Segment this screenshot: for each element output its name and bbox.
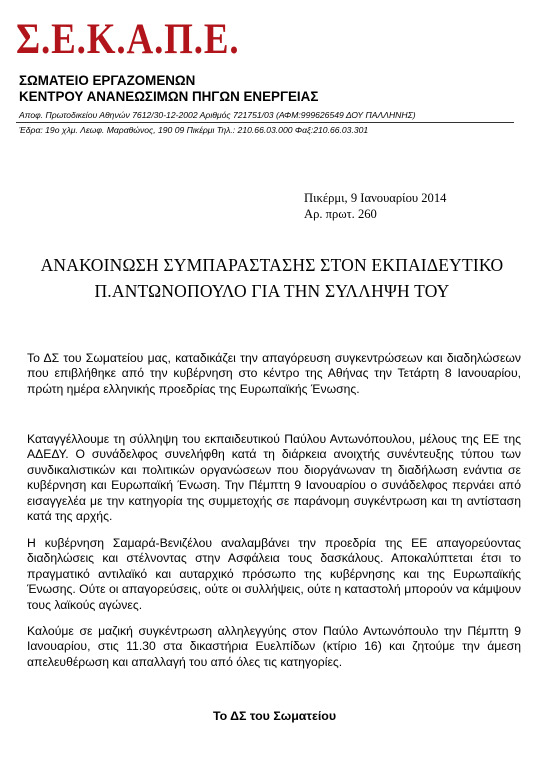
document-date: Πικέρμι, 9 Ιανουαρίου 2014 xyxy=(304,191,447,205)
header-divider xyxy=(16,122,514,123)
paragraph-3: Η κυβέρνηση Σαμαρά-Βενιζέλου αναλαμβάνει την προεδρία της ΕΕ απαγορεύοντας διαδηλώσεις και στέλνοντας στην Ασφάλεια τους δασκάλους. Αποκαλύπτεται έτσι το πραγματικό αντιλαϊκό και αυταρχικό πρόσωπο της κυβέρνησης και της Ευρωπαϊκής Ένωσης. Ούτε οι απαγορεύσεις, ούτε οι συλλήψεις, ούτε η καταστολή μπορούν να κάμψουν τους λαϊκούς αγώνες. xyxy=(27,536,521,612)
signature: Το ΔΣ του Σωματείου xyxy=(212,709,337,723)
org-name-line2: ΚΕΝΤΡΟΥ ΑΝΑΝΕΩΣΙΜΩΝ ΠΗΓΩΝ ΕΝΕΡΓΕΙΑΣ xyxy=(19,89,319,104)
registration-info: Αποφ. Πρωτοδικείου Αθηνών 7612/30-12-2002 Αριθμός 721751/03 (ΑΦΜ:999626549 ΔΟΥ ΠΑΛΛΗΝΗΣ) xyxy=(19,110,416,120)
title-line2: Π.ΑΝΤΩΝΟΠΟΥΛΟ ΓΙΑ ΤΗΝ ΣΥΛΛΗΨΗ ΤΟΥ xyxy=(94,281,450,301)
paragraph-2: Καταγγέλλουμε τη σύλληψη του εκπαιδευτικού Παύλου Αντωνόπουλου, μέλους της ΕΕ της ΑΔΕΔΥ. Ο συνάδελφος συνελήφθη κατά τη διάρκεια ανοιχτής συνέντευξης τύπου των συνδικαλιστικών και πολιτικών οργανώσεων που διοργάνωναν τη διαδήλωση ενάντια σε κυβέρνηση και Ευρωπαϊκή Ένωση. Την Πέμπτη 9 Ιανουαρίου ο συνάδελφος περνάει από εισαγγελέα με την κατηγορία της συμμετοχής σε παράνομη συγκέντρωση και τη αντίσταση κατά της αρχής. xyxy=(27,432,521,524)
announcement-title xyxy=(16,252,528,304)
protocol-number: Αρ. πρωτ. 260 xyxy=(304,207,377,221)
address-info: Έδρα: 19ο χλμ. Λεωφ. Μαραθώνος, 190 09 Πικέρμι Τηλ.: 210.66.03.000 Φαξ:210.66.03.301 xyxy=(19,125,369,135)
org-name-line1: ΣΩΜΑΤΕΙΟ ΕΡΓΑΖΟΜΕΝΩΝ xyxy=(19,73,196,88)
paragraph-1: Το ΔΣ του Σωματείου μας, καταδικάζει την απαγόρευση συγκεντρώσεων και διαδηλώσεων που επιβλήθηκε από την κυβέρνηση στο κέντρο της Αθήνας την Τετάρτη 8 Ιανουαρίου, πρώτη ημέρα ελληνικής προεδρίας της Ευρωπαϊκής Ένωσης. xyxy=(27,351,521,396)
title-line1: ΑΝΑΚΟΙΝΩΣΗ ΣΥΜΠΑΡΑΣΤΑΣΗΣ ΣΤΟΝ ΕΚΠΑΙΔΕΥΤΙΚΟ xyxy=(40,255,504,275)
paragraph-4: Καλούμε σε μαζική συγκέντρωση αλληλεγγύης στον Παύλο Αντωνόπουλο την Πέμπτη 9 Ιανουαρίου, στις 11.30 στα δικαστήρια Ευελπίδων (κτίριο 16) και ζητούμε την άμεση απελευθέρωση και απαλλαγή του από όλες τις κατηγορίες. xyxy=(27,624,521,669)
union-logo: Σ.Ε.Κ.Α.Π.Ε. xyxy=(16,16,240,63)
